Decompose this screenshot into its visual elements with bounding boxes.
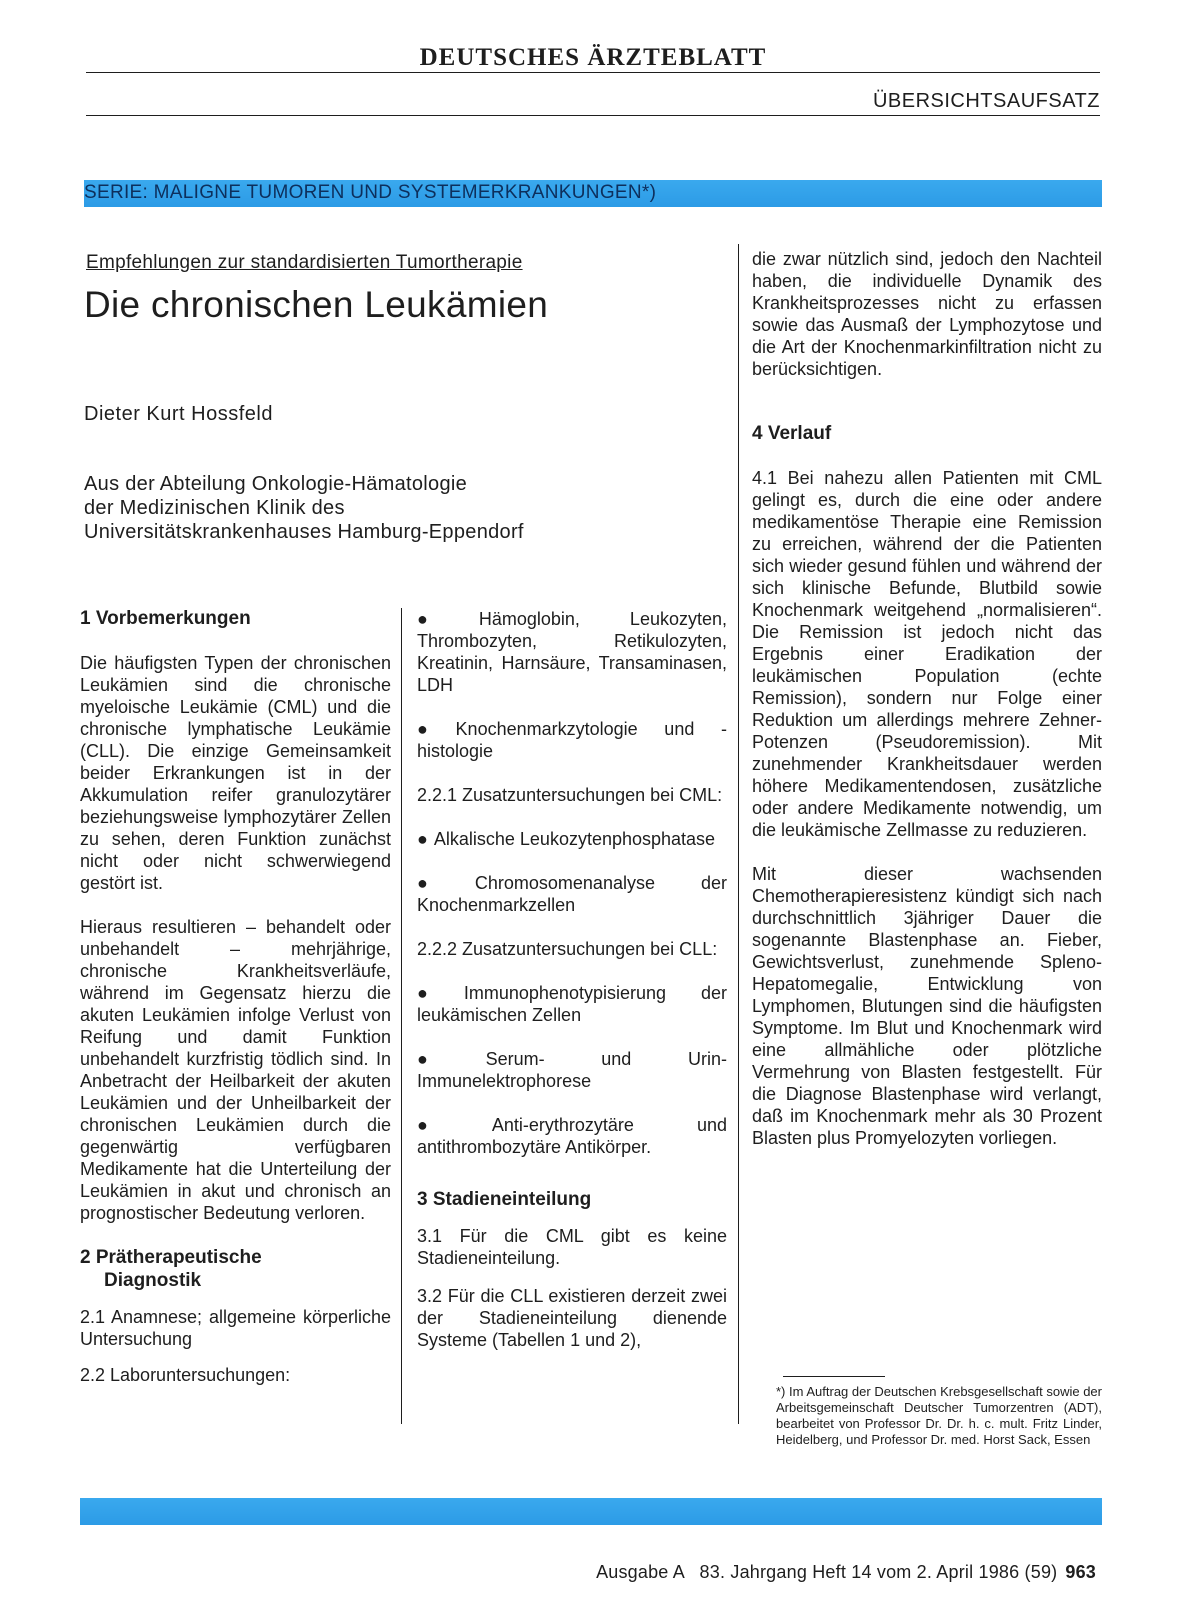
bullet-item: ● Anti-erythrozytäre und antithrombozytäre Antikörper. [417,1114,727,1158]
paragraph: 3.2 Für die CLL existieren derzeit zwei der Stadieneinteilung dienende Systeme (Tabellen 1 und 2), [417,1286,727,1350]
masthead-rule [86,72,1100,73]
series-banner [84,180,1102,207]
page-number: 963 [1065,1562,1096,1582]
heading-stadieneinteilung: 3 Stadieneinteilung [417,1189,592,1210]
column-rule-right [738,244,739,1424]
paragraph: die zwar nützlich sind, jedoch den Nachteil haben, die individuelle Dynamik des Krankheitsprozesses nicht zu erfassen sowie das Ausmaß der Lymphozytose und die Art der Knochenmarkinfiltration nicht zu berücksichtigen. [752,249,1102,379]
bullet-item: ● Knochenmarkzytologie und -histologie [417,718,727,762]
column-rule-left [401,608,402,1424]
column-3 [752,248,1102,1171]
paragraph: 2.2.2 Zusatzuntersuchungen bei CLL: [417,939,718,959]
column-1 [80,607,391,1408]
bullet-item: ● Alkalische Leukozytenphosphatase [417,828,727,850]
paragraph: Hieraus resultieren – behandelt oder unbehandelt – mehrjährige, chronische Krankheitsverläufe, während im Gegensatz hierzu die akuten Leukämien infolge Verlust von Reifung und damit Funktion unbehandelt kurzfristig tödlich sind. In Anbetracht der Heilbarkeit der akuten Leukämien und der Unheilbarkeit der chronischen Leukämien durch die gegenwärtig verfügbaren Medikamente hat die Unterteilung der Leukämien in akut und chronisch an prognostischer Bedeutung verloren. [80,917,391,1223]
heading-verlauf: 4 Verlauf [752,423,832,444]
bullet-item: ● Hämoglobin, Leukozyten, Thrombozyten, Retikulozyten, Kreatinin, Harnsäure, Transaminasen, LDH [417,608,727,696]
journal-masthead: DEUTSCHES ÄRZTEBLATT [419,44,767,71]
paragraph: 2.2 Laboruntersuchungen: [80,1365,291,1385]
series-title: SERIE: MALIGNE TUMOREN UND SYSTEMERKRANKUNGEN*) [84,182,657,203]
paragraph: 2.2.1 Zusatzuntersuchungen bei CML: [417,785,723,805]
section-rule [86,115,1100,116]
paragraph: 3.1 Für die CML gibt es keine Stadieneinteilung. [417,1226,727,1268]
bottom-accent-bar [80,1498,1102,1525]
author-affiliation [84,472,524,544]
article-author: Dieter Kurt Hossfeld [84,403,273,425]
section-label: ÜBERSICHTSAUFSATZ [872,90,1100,112]
footnote-rule [783,1376,885,1377]
affiliation-line: der Medizinischen Klinik des [84,497,345,519]
footnote: *) Im Auftrag der Deutschen Krebsgesellschaft sowie der Arbeitsgemeinschaft Deutscher Tumorzentren (ADT), bearbeitet von Professor Dr. Dr. h. c. mult. Fritz Linder, Heidelberg, und Professor Dr. med. Horst Sack, Essen [776,1384,1102,1447]
heading-diagnostik [80,1246,391,1292]
paragraph: Die häufigsten Typen der chronischen Leukämien sind die chronische myeloische Leukämie (CML) und die chronische lymphatische Leukämie (CLL). Die einzige Gemeinsamkeit beider Erkrankungen ist in der Akkumulation reifer granulozytärer beziehungsweise lymphozytärer Zellen zu sehen, deren Funktion zunächst nicht oder nicht schwerwiegend gestört ist. [80,653,391,893]
heading-line: Diagnostik [104,1270,202,1291]
paragraph: 4.1 Bei nahezu allen Patienten mit CML gelingt es, durch die eine oder andere medikamentöse Therapie eine Remission zu erreichen, während der die Patienten sich wieder gesund fühlen und während der sich klinische Befunde, Blutbild sowie Knochenmark weitgehend „normalisieren“. Die Remission ist jedoch nicht das Ergebnis einer Eradikation der leukämischen Population (echte Remission), sondern nur Folge einer Reduktion um allerdings mehrere Zehner-Potenzen (Pseudoremission). Mit zunehmender Krankheitsdauer werden höhere Medikamentendosen, zusätzliche oder andere Medikamente notwendig, um die leukämische Zellmasse zu reduzieren. [752,468,1102,840]
affiliation-line: Universitätskrankenhauses Hamburg-Eppendorf [84,521,524,543]
article-kicker: Empfehlungen zur standardisierten Tumortherapie [86,252,523,273]
heading-vorbemerkungen: 1 Vorbemerkungen [80,608,251,629]
heading-line: 2 Prätherapeutische [80,1247,262,1268]
bullet-item: ● Serum- und Urin-Immunelektrophorese [417,1048,727,1092]
article-title: Die chronischen Leukämien [84,284,549,325]
bullet-item: ● Chromosomenanalyse der Knochenmarkzellen [417,872,727,916]
column-2 [417,608,727,1373]
bullet-item: ● Immunophenotypisierung der leukämischen Zellen [417,982,727,1026]
paragraph: Mit dieser wachsenden Chemotherapieresistenz kündigt sich nach durchschnittlich 3jähriger Dauer die sogenannte Blastenphase an. Fieber, Gewichtsverlust, zunehmende Spleno-Hepatomegalie, Entwicklung von Lymphomen, Blutungen sind die häufigsten Symptome. Im Blut und Knochenmark wird eine allmähliche oder plötzliche Vermehrung von Blasten festgestellt. Für die Diagnose Blastenphase wird verlangt, daß im Knochenmark mehr als 30 Prozent Blasten plus Promyelozyten vorliegen. [752,864,1102,1148]
page-footer [596,1562,1096,1583]
paragraph: 2.1 Anamnese; allgemeine körperliche Untersuchung [80,1307,391,1349]
issue-info: Ausgabe A 83. Jahrgang Heft 14 vom 2. April 1986 (59) [596,1562,1058,1582]
affiliation-line: Aus der Abteilung Onkologie-Hämatologie [84,473,468,495]
